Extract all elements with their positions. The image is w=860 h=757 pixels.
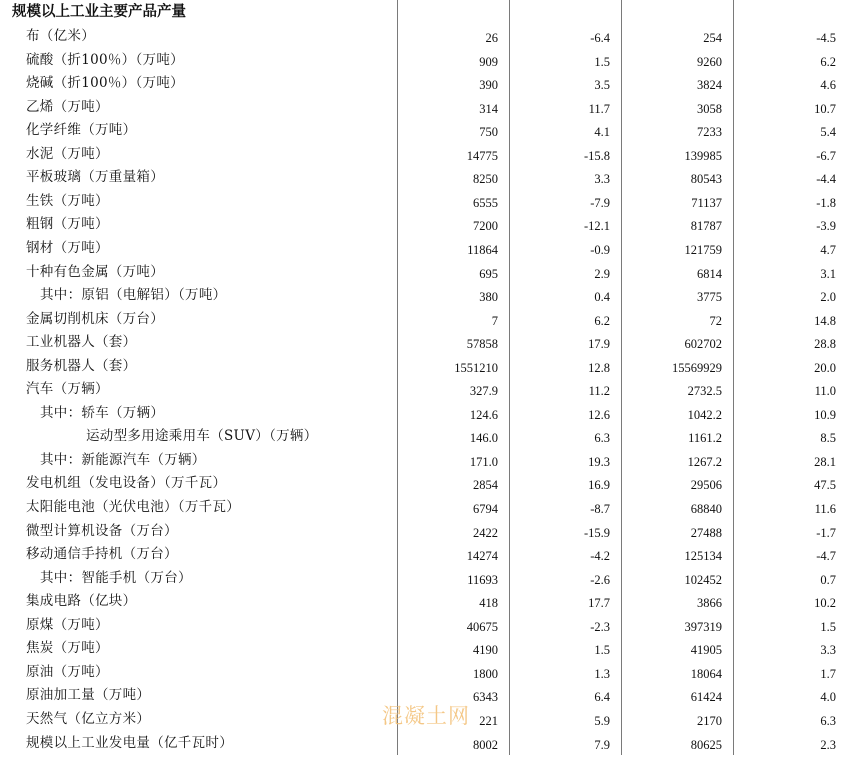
row-label: 硫酸（折100％）（万吨）: [26, 49, 184, 73]
row-value-col3: 1042.2: [622, 404, 722, 428]
row-value-col1: 750: [398, 121, 498, 145]
row-value-col3: 72: [622, 310, 722, 334]
row-value-col1: 380: [398, 286, 498, 310]
table-row: [0, 143, 860, 167]
row-label: 移动通信手持机（万台）: [26, 543, 178, 567]
row-value-col4: 4.0: [734, 686, 836, 710]
table-row: [0, 166, 860, 190]
row-value-col3: 71137: [622, 192, 722, 216]
row-value-col1: 909: [398, 51, 498, 75]
table-title: 规模以上工业主要产品产量: [12, 2, 186, 22]
row-value-col2: 1.5: [510, 51, 610, 75]
row-label: 其中：原铝（电解铝）（万吨）: [40, 284, 226, 308]
row-value-col1: 57858: [398, 333, 498, 357]
row-value-col3: 602702: [622, 333, 722, 357]
row-value-col2: 6.2: [510, 310, 610, 334]
row-value-col3: 3058: [622, 98, 722, 122]
row-value-col3: 121759: [622, 239, 722, 263]
row-value-col2: -8.7: [510, 498, 610, 522]
row-label: 微型计算机设备（万台）: [26, 520, 178, 544]
row-value-col1: 4190: [398, 639, 498, 663]
row-label: 规模以上工业发电量（亿千瓦时）: [26, 732, 233, 756]
row-value-col4: 3.1: [734, 263, 836, 287]
row-value-col3: 27488: [622, 522, 722, 546]
row-value-col3: 15569929: [622, 357, 722, 381]
row-value-col3: 80543: [622, 168, 722, 192]
row-value-col4: -4.5: [734, 27, 836, 51]
table-row: [0, 378, 860, 402]
row-value-col1: 8250: [398, 168, 498, 192]
row-value-col4: 6.3: [734, 710, 836, 734]
table-row: [0, 72, 860, 96]
row-value-col4: -4.7: [734, 545, 836, 569]
row-label: 金属切削机床（万台）: [26, 308, 164, 332]
row-value-col4: 11.0: [734, 380, 836, 404]
row-value-col1: 6555: [398, 192, 498, 216]
table-row: [0, 637, 860, 661]
row-label: 乙烯（万吨）: [26, 96, 109, 120]
row-value-col3: 2170: [622, 710, 722, 734]
row-value-col2: 6.4: [510, 686, 610, 710]
row-value-col3: 41905: [622, 639, 722, 663]
row-value-col1: 390: [398, 74, 498, 98]
row-value-col3: 9260: [622, 51, 722, 75]
row-value-col2: -12.1: [510, 215, 610, 239]
row-value-col2: -6.4: [510, 27, 610, 51]
row-label: 其中：新能源汽车（万辆）: [40, 449, 206, 473]
row-value-col4: 8.5: [734, 427, 836, 451]
table-row: [0, 119, 860, 143]
table-row: [0, 237, 860, 261]
row-value-col4: 4.6: [734, 74, 836, 98]
table-row: [0, 449, 860, 473]
row-value-col2: 3.5: [510, 74, 610, 98]
row-value-col2: 17.7: [510, 592, 610, 616]
row-value-col2: 5.9: [510, 710, 610, 734]
row-value-col1: 11693: [398, 569, 498, 593]
row-label: 布（亿米）: [26, 25, 95, 49]
row-label: 服务机器人（套）: [26, 355, 136, 379]
row-value-col2: 12.6: [510, 404, 610, 428]
row-label: 太阳能电池（光伏电池）（万千瓦）: [26, 496, 240, 520]
row-value-col1: 221: [398, 710, 498, 734]
row-value-col2: 17.9: [510, 333, 610, 357]
row-value-col2: 16.9: [510, 474, 610, 498]
row-label: 汽车（万辆）: [26, 378, 109, 402]
row-label: 生铁（万吨）: [26, 190, 109, 214]
table-row: [0, 567, 860, 591]
row-value-col1: 1800: [398, 663, 498, 687]
row-label: 工业机器人（套）: [26, 331, 136, 355]
row-value-col3: 29506: [622, 474, 722, 498]
row-value-col4: 14.8: [734, 310, 836, 334]
row-value-col2: -15.8: [510, 145, 610, 169]
watermark: 混凝土网: [382, 700, 470, 730]
row-value-col1: 14775: [398, 145, 498, 169]
row-value-col4: 28.8: [734, 333, 836, 357]
row-value-col4: -4.4: [734, 168, 836, 192]
table-row: [0, 96, 860, 120]
row-value-col1: 40675: [398, 616, 498, 640]
row-label: 烧碱（折100％）（万吨）: [26, 72, 184, 96]
table-row: [0, 213, 860, 237]
row-value-col1: 1551210: [398, 357, 498, 381]
table-row: [0, 190, 860, 214]
row-value-col2: -0.9: [510, 239, 610, 263]
row-value-col3: 80625: [622, 734, 722, 757]
table-row: [0, 472, 860, 496]
table-row: [0, 732, 860, 756]
row-value-col2: -15.9: [510, 522, 610, 546]
table-row: [0, 284, 860, 308]
row-value-col1: 314: [398, 98, 498, 122]
table-row: [0, 355, 860, 379]
row-value-col1: 124.6: [398, 404, 498, 428]
row-value-col1: 6343: [398, 686, 498, 710]
row-value-col1: 2854: [398, 474, 498, 498]
row-value-col3: 2732.5: [622, 380, 722, 404]
table-row: [0, 308, 860, 332]
row-value-col4: 5.4: [734, 121, 836, 145]
row-value-col4: 1.7: [734, 663, 836, 687]
row-value-col2: -4.2: [510, 545, 610, 569]
row-label: 原煤（万吨）: [26, 614, 109, 638]
table-row: [0, 425, 860, 449]
row-value-col3: 3824: [622, 74, 722, 98]
table-row: [0, 331, 860, 355]
row-value-col1: 6794: [398, 498, 498, 522]
row-value-col2: 2.9: [510, 263, 610, 287]
row-value-col3: 6814: [622, 263, 722, 287]
row-label: 原油（万吨）: [26, 661, 109, 685]
row-value-col3: 125134: [622, 545, 722, 569]
row-value-col1: 327.9: [398, 380, 498, 404]
row-value-col2: 1.5: [510, 639, 610, 663]
row-value-col4: -1.7: [734, 522, 836, 546]
row-value-col4: 0.7: [734, 569, 836, 593]
row-value-col2: 1.3: [510, 663, 610, 687]
table-row: [0, 496, 860, 520]
table-row: [0, 590, 860, 614]
row-value-col2: -2.3: [510, 616, 610, 640]
row-value-col2: 7.9: [510, 734, 610, 757]
row-value-col4: 28.1: [734, 451, 836, 475]
row-value-col1: 14274: [398, 545, 498, 569]
row-value-col1: 695: [398, 263, 498, 287]
row-value-col3: 68840: [622, 498, 722, 522]
row-value-col4: 1.5: [734, 616, 836, 640]
row-value-col1: 171.0: [398, 451, 498, 475]
row-value-col3: 397319: [622, 616, 722, 640]
row-value-col4: 2.3: [734, 734, 836, 757]
table-row: [0, 614, 860, 638]
row-label: 其中：轿车（万辆）: [40, 402, 164, 426]
row-value-col2: -2.6: [510, 569, 610, 593]
row-value-col4: -1.8: [734, 192, 836, 216]
row-label: 其中：智能手机（万台）: [40, 567, 192, 591]
row-label: 运动型多用途乘用车（SUV）（万辆）: [86, 425, 318, 449]
row-value-col3: 61424: [622, 686, 722, 710]
row-value-col2: 12.8: [510, 357, 610, 381]
row-label: 粗钢（万吨）: [26, 213, 109, 237]
table-row: [0, 49, 860, 73]
table-row: [0, 25, 860, 49]
row-value-col2: 19.3: [510, 451, 610, 475]
row-value-col3: 1267.2: [622, 451, 722, 475]
row-value-col4: 20.0: [734, 357, 836, 381]
row-value-col1: 26: [398, 27, 498, 51]
row-label: 天然气（亿立方米）: [26, 708, 150, 732]
table-row: [0, 543, 860, 567]
row-value-col1: 8002: [398, 734, 498, 757]
row-value-col4: 4.7: [734, 239, 836, 263]
row-value-col3: 102452: [622, 569, 722, 593]
row-value-col1: 7: [398, 310, 498, 334]
row-label: 集成电路（亿块）: [26, 590, 136, 614]
row-value-col1: 146.0: [398, 427, 498, 451]
table-row: [0, 520, 860, 544]
row-value-col3: 1161.2: [622, 427, 722, 451]
row-value-col4: 3.3: [734, 639, 836, 663]
row-value-col2: 3.3: [510, 168, 610, 192]
row-value-col2: 11.2: [510, 380, 610, 404]
row-label: 钢材（万吨）: [26, 237, 109, 261]
row-value-col3: 3866: [622, 592, 722, 616]
row-value-col4: 10.9: [734, 404, 836, 428]
row-value-col3: 139985: [622, 145, 722, 169]
row-value-col4: 2.0: [734, 286, 836, 310]
row-value-col3: 81787: [622, 215, 722, 239]
row-label: 十种有色金属（万吨）: [26, 261, 164, 285]
row-value-col4: 11.6: [734, 498, 836, 522]
table-row: [0, 261, 860, 285]
row-label: 原油加工量（万吨）: [26, 684, 150, 708]
row-value-col2: 0.4: [510, 286, 610, 310]
row-value-col4: -3.9: [734, 215, 836, 239]
row-value-col2: 4.1: [510, 121, 610, 145]
row-value-col1: 2422: [398, 522, 498, 546]
row-value-col4: 10.2: [734, 592, 836, 616]
row-value-col4: -6.7: [734, 145, 836, 169]
row-label: 化学纤维（万吨）: [26, 119, 136, 143]
table-row: [0, 402, 860, 426]
row-label: 平板玻璃（万重量箱）: [26, 166, 164, 190]
row-value-col3: 7233: [622, 121, 722, 145]
row-label: 发电机组（发电设备）（万千瓦）: [26, 472, 226, 496]
row-value-col2: -7.9: [510, 192, 610, 216]
row-value-col1: 7200: [398, 215, 498, 239]
row-value-col3: 254: [622, 27, 722, 51]
row-value-col4: 10.7: [734, 98, 836, 122]
row-value-col4: 6.2: [734, 51, 836, 75]
row-value-col2: 11.7: [510, 98, 610, 122]
table-row: [0, 661, 860, 685]
row-value-col1: 11864: [398, 239, 498, 263]
row-value-col3: 18064: [622, 663, 722, 687]
row-label: 水泥（万吨）: [26, 143, 109, 167]
row-value-col2: 6.3: [510, 427, 610, 451]
row-value-col4: 47.5: [734, 474, 836, 498]
row-value-col3: 3775: [622, 286, 722, 310]
row-value-col1: 418: [398, 592, 498, 616]
row-label: 焦炭（万吨）: [26, 637, 109, 661]
